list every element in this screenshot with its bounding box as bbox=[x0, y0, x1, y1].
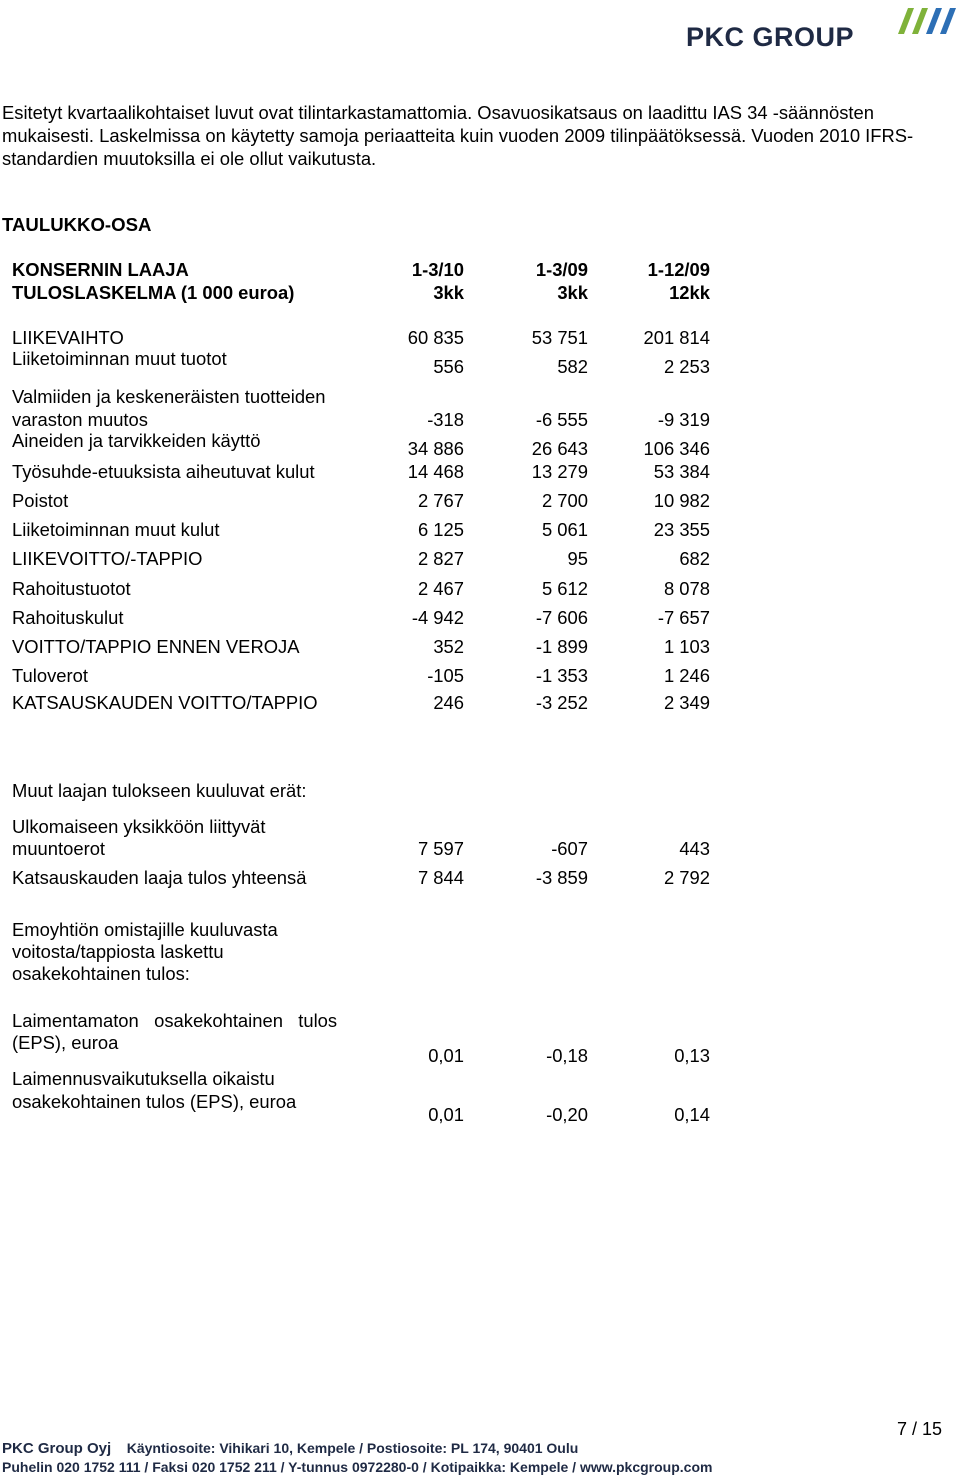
row-label: Rahoitustuotot bbox=[12, 578, 131, 599]
row-label: Rahoituskulut bbox=[12, 607, 124, 628]
row-value-col1: -105 bbox=[427, 665, 464, 686]
row-label: LIIKEVOITTO/-TAPPIO bbox=[12, 548, 203, 569]
row-value-col2: -1 353 bbox=[535, 665, 588, 686]
row-value-col2: -1 899 bbox=[535, 636, 588, 657]
row-label-line1: Valmiiden ja keskeneräisten tuotteiden bbox=[12, 386, 326, 407]
row-value-col2: -7 606 bbox=[535, 607, 588, 628]
row-value-col3: 8 078 bbox=[663, 578, 710, 599]
row-label-line1: Ulkomaiseen yksikköön liittyvät bbox=[12, 816, 266, 837]
row-value-col1: 2 467 bbox=[417, 578, 464, 599]
row-value-col1: 6 125 bbox=[417, 519, 464, 540]
row-value-col1: 7 597 bbox=[417, 838, 464, 859]
row-value-col3: 10 982 bbox=[653, 490, 710, 511]
row-value-col2: -3 252 bbox=[535, 692, 588, 713]
row-value-col2: -0,20 bbox=[546, 1104, 588, 1125]
row-value-col1: 556 bbox=[433, 356, 464, 377]
row-label: Katsauskauden laaja tulos yhteensä bbox=[12, 867, 307, 888]
company-logo-text: PKC GROUP bbox=[686, 22, 855, 52]
col2-header-period: 1-3/09 bbox=[535, 259, 588, 280]
eps-heading-line3: osakekohtainen tulos: bbox=[12, 963, 190, 984]
row-value-col1: 0,01 bbox=[428, 1104, 464, 1125]
row-value-col3: 23 355 bbox=[653, 519, 710, 540]
section-title: TAULUKKO-OSA bbox=[2, 214, 152, 235]
row-label-line2: varaston muutos bbox=[12, 409, 148, 430]
row-value-col2: 582 bbox=[557, 356, 588, 377]
col2-header-length: 3kk bbox=[557, 282, 588, 303]
row-value-col2: -6 555 bbox=[535, 409, 588, 430]
row-label: Työsuhde-etuuksista aiheutuvat kulut bbox=[12, 461, 315, 482]
col3-header-length: 12kk bbox=[669, 282, 710, 303]
row-label-line2: osakekohtainen tulos (EPS), euroa bbox=[12, 1091, 297, 1112]
row-value-col2: 5 061 bbox=[541, 519, 588, 540]
row-value-col3: 106 346 bbox=[643, 438, 710, 459]
row-label-line1: Laimentamaton osakekohtainen tulos bbox=[12, 1010, 338, 1031]
row-value-col3: 2 349 bbox=[663, 692, 710, 713]
row-label-line2: muuntoerot bbox=[12, 838, 106, 859]
row-value-col2: 13 279 bbox=[531, 461, 588, 482]
footer-line1 bbox=[2, 1439, 712, 1458]
row-value-col3: 443 bbox=[679, 838, 710, 859]
row-value-col3: 1 246 bbox=[663, 665, 710, 686]
row-value-col3: -7 657 bbox=[657, 607, 710, 628]
eps-heading-line1: Emoyhtiön omistajille kuuluvasta bbox=[12, 919, 278, 940]
footer-address: Käyntiosoite: Vihikari 10, Kempele / Postiosoite: PL 174, 90401 Oulu bbox=[126, 1440, 579, 1456]
row-value-col2: 2 700 bbox=[541, 490, 588, 511]
footer-company: PKC Group Oyj bbox=[2, 1440, 112, 1457]
row-value-col1: 60 835 bbox=[407, 327, 464, 348]
table-header-label-1: KONSERNIN LAAJA bbox=[12, 259, 189, 280]
row-value-col2: 26 643 bbox=[531, 438, 588, 459]
row-value-col3: -9 319 bbox=[657, 409, 710, 430]
footer bbox=[2, 1439, 712, 1476]
row-label: Tuloverot bbox=[12, 665, 88, 686]
row-value-col3: 2 792 bbox=[663, 867, 710, 888]
row-label: Liiketoiminnan muut kulut bbox=[12, 519, 220, 540]
row-label-line2: (EPS), euroa bbox=[12, 1032, 119, 1053]
row-value-col2: -607 bbox=[551, 838, 588, 859]
row-value-col1: 2 827 bbox=[417, 548, 464, 569]
row-value-col1: 352 bbox=[433, 636, 464, 657]
row-value-col1: -318 bbox=[427, 409, 464, 430]
row-label-line1: Laimennusvaikutuksella oikaistu bbox=[12, 1068, 275, 1089]
row-value-col3: 53 384 bbox=[653, 461, 710, 482]
row-label: Poistot bbox=[12, 490, 69, 511]
row-value-col2: 95 bbox=[567, 548, 588, 569]
footer-line2: Puhelin 020 1752 111 / Faksi 020 1752 211 / Y-tunnus 0972280-0 / Kotipaikka: Kempele / www.pkcgroup.com bbox=[2, 1459, 713, 1475]
row-value-col2: -0,18 bbox=[546, 1045, 588, 1066]
table-header-label-2: TULOSLASKELMA (1 000 euroa) bbox=[12, 282, 295, 303]
row-value-col3: 0,14 bbox=[674, 1104, 710, 1125]
col1-header-period: 1-3/10 bbox=[411, 259, 464, 280]
logo-stripes-icon bbox=[890, 6, 956, 36]
row-label: KATSAUSKAUDEN VOITTO/TAPPIO bbox=[12, 692, 318, 713]
row-value-col1: 7 844 bbox=[417, 867, 464, 888]
row-value-col1: 34 886 bbox=[407, 438, 464, 459]
col3-header-period: 1-12/09 bbox=[647, 259, 710, 280]
row-label: Aineiden ja tarvikkeiden käyttö bbox=[12, 430, 261, 451]
row-value-col1: 2 767 bbox=[417, 490, 464, 511]
row-value-col3: 2 253 bbox=[663, 356, 710, 377]
row-value-col2: -3 859 bbox=[535, 867, 588, 888]
row-value-col1: 0,01 bbox=[428, 1045, 464, 1066]
other-income-heading: Muut laajan tulokseen kuuluvat erät: bbox=[12, 780, 307, 801]
row-value-col1: 246 bbox=[433, 692, 464, 713]
col1-header-length: 3kk bbox=[433, 282, 464, 303]
intro-paragraph: Esitetyt kvartaalikohtaiset luvut ovat tilintarkastamattomia. Osavuosikatsaus on laadittu IAS 34 -säännösten mukaisesti. Laskelmissa on käytetty samoja periaatteita kuin vuoden 2009 tilinpäätöksessä. Vuoden 2010 IFRS-standardien muutoksilla ei ole ollut vaikutusta. bbox=[2, 102, 914, 169]
row-value-col2: 53 751 bbox=[531, 327, 588, 348]
row-value-col2: 5 612 bbox=[541, 578, 588, 599]
row-value-col3: 201 814 bbox=[643, 327, 710, 348]
row-value-col3: 1 103 bbox=[663, 636, 710, 657]
row-label: LIIKEVAIHTO bbox=[12, 327, 124, 348]
row-value-col3: 682 bbox=[679, 548, 710, 569]
page-number: 7 / 15 bbox=[896, 1419, 942, 1439]
row-value-col3: 0,13 bbox=[674, 1045, 710, 1066]
row-value-col1: 14 468 bbox=[407, 461, 464, 482]
row-label: VOITTO/TAPPIO ENNEN VEROJA bbox=[12, 636, 300, 657]
row-value-col1: -4 942 bbox=[411, 607, 464, 628]
eps-heading-line2: voitosta/tappiosta laskettu bbox=[12, 941, 224, 962]
row-label: Liiketoiminnan muut tuotot bbox=[12, 348, 227, 369]
